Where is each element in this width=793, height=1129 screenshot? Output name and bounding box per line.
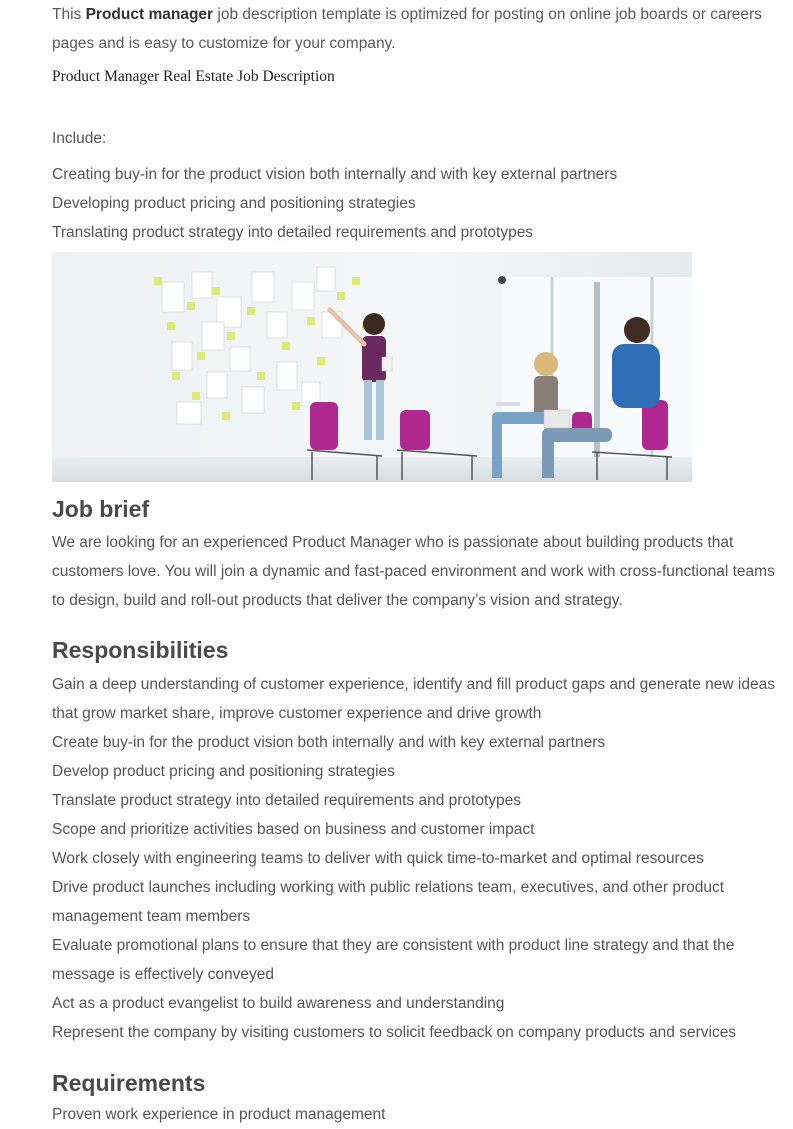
job-brief-text: We are looking for an experienced Product Manager who is passionate about building products that customers love. You will join a dynamic and fast-paced environment and work with cross-functional teams to design, build and roll-out products that deliver the company’s vision and strategy. <box>52 534 775 609</box>
list-item: Developing product pricing and positioning strategies <box>52 195 416 212</box>
list-item: Scope and prioritize activities based on business and customer impact <box>52 821 535 838</box>
list-item: Develop product pricing and positioning strategies <box>52 763 395 780</box>
include-label: Include: <box>52 130 107 147</box>
intro-paragraph <box>52 0 782 58</box>
list-item: Translate product strategy into detailed requirements and prototypes <box>52 792 521 809</box>
list-item: Represent the company by visiting customers to solicit feedback on company products and services <box>52 1024 737 1041</box>
list-item: Evaluate promotional plans to ensure that they are consistent with product line strategy and that the message is effectively conveyed <box>52 937 735 983</box>
requirements-heading: Requirements <box>52 1070 206 1096</box>
list-item: Creating buy-in for the product vision both internally and with key external partners <box>52 166 618 183</box>
job-brief-heading: Job brief <box>52 496 150 522</box>
list-item: Translating product strategy into detailed requirements and prototypes <box>52 224 534 241</box>
list-item: Act as a product evangelist to build awareness and understanding <box>52 995 505 1012</box>
document-title: Product Manager Real Estate Job Description <box>52 68 335 85</box>
list-item: Drive product launches including working with public relations team, executives, and other product management team members <box>52 879 725 925</box>
responsibilities-list <box>52 670 782 1047</box>
list-item: Proven work experience in product management <box>52 1106 386 1123</box>
list-item: Create buy-in for the product vision both internally and with key external partners <box>52 734 606 751</box>
list-item: Gain a deep understanding of customer experience, identify and fill product gaps and generate new ideas that grow market share, improve customer experience and drive growth <box>52 676 775 722</box>
list-item: Work closely with engineering teams to deliver with quick time-to-market and optimal resources <box>52 850 704 867</box>
responsibilities-heading: Responsibilities <box>52 637 229 663</box>
office-meeting-photo <box>52 252 692 482</box>
requirements-list <box>52 1100 782 1129</box>
intro-prefix: This <box>52 6 86 23</box>
document-page <box>52 0 782 1129</box>
intro-bold-role: Product manager <box>85 6 214 23</box>
intro-suffix: job description template is optimized for posting on online job boards or careers pages and is easy to customize for your company. <box>52 6 762 52</box>
include-list <box>52 160 782 247</box>
